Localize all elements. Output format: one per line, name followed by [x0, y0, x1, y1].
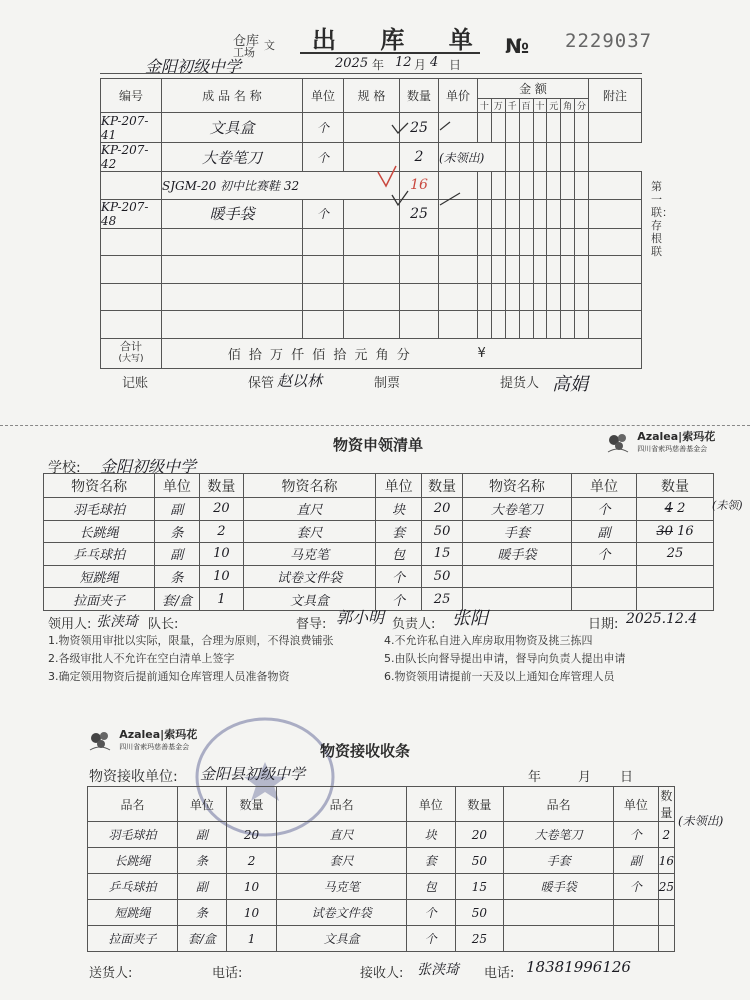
- cell: 50: [422, 520, 463, 543]
- cell: [572, 565, 637, 588]
- cell: 直尺: [244, 498, 376, 521]
- cell: [614, 926, 659, 952]
- col-header: 数量: [199, 474, 243, 498]
- cell: 个: [614, 874, 659, 900]
- month-label: 月: [414, 58, 427, 72]
- cell: 10: [226, 874, 277, 900]
- table-row: [44, 543, 714, 566]
- cell: 20: [226, 822, 277, 848]
- cell: 16: [658, 848, 674, 874]
- cell: 条: [155, 565, 200, 588]
- cell: 25: [637, 543, 714, 566]
- col-header: 单位: [375, 474, 421, 498]
- total-label-1: 合计: [120, 340, 142, 354]
- cell: 直尺: [277, 822, 407, 848]
- struck-qty: 30: [656, 523, 673, 539]
- cell: [637, 565, 714, 588]
- col-code: 编号: [101, 79, 162, 113]
- rule-5: 5.由队长向督导提出申请，督导向负责人提出申请: [384, 652, 626, 665]
- receiver-phone: 18381996126: [526, 958, 631, 976]
- year-label: 年: [372, 58, 385, 72]
- col-header: 单位: [178, 787, 227, 822]
- cell: 块: [406, 822, 455, 848]
- maker-label: 制票: [374, 376, 401, 391]
- cell: 手套: [462, 520, 571, 543]
- logo-sub-text: 四川省索玛慈善基金会: [637, 445, 708, 453]
- digit-header: 十: [533, 99, 547, 113]
- item-name: 文具盒: [162, 113, 303, 142]
- item-qty: 25: [400, 199, 439, 228]
- supervisor-label: 督导:: [296, 617, 327, 632]
- cell: 个: [614, 822, 659, 848]
- col-header: 物资名称: [244, 474, 376, 498]
- sender-label: 送货人:: [89, 966, 133, 981]
- not-claimed-note-2: (未领出): [678, 814, 724, 828]
- date-month: 12: [395, 55, 412, 70]
- logo-brand-text: Azalea|索玛花: [637, 430, 716, 443]
- cell: 文具盒: [277, 926, 407, 952]
- receiver-label: 接收人:: [360, 966, 404, 981]
- cell: 羽毛球拍: [44, 498, 155, 521]
- col-note: 附注: [589, 79, 642, 113]
- cell: 10: [199, 543, 243, 566]
- col-header: 单位: [614, 787, 659, 822]
- cell: 个: [406, 900, 455, 926]
- cell: 套尺: [277, 848, 407, 874]
- item-code: KP-207-48: [101, 199, 162, 228]
- logo-brand-text: Azalea|索玛花: [119, 728, 198, 741]
- requisition-title: 物资申领清单: [333, 436, 424, 454]
- cell: [637, 498, 714, 521]
- cell: 个: [572, 498, 637, 521]
- struck-qty: 4: [664, 501, 673, 517]
- pickup-label: 提货人: [500, 376, 540, 391]
- receipt-day-label: 日: [620, 770, 634, 785]
- cell: 个: [375, 588, 421, 611]
- digit-header: 千: [505, 99, 519, 113]
- table-row: [88, 926, 675, 952]
- col-header: 单位: [155, 474, 200, 498]
- total-units: 佰 拾 万 仟 佰 拾 元 角 分: [162, 338, 478, 369]
- azalea-flower-icon: [86, 728, 116, 754]
- table-row: [44, 565, 714, 588]
- azalea-flower-icon: [604, 430, 634, 456]
- cell: 25: [658, 874, 674, 900]
- cell: 副: [178, 874, 227, 900]
- cell: [504, 900, 614, 926]
- digit-header: 十: [478, 99, 492, 113]
- cell: [637, 520, 714, 543]
- check-marks-overlay: [0, 0, 750, 410]
- cell: [658, 900, 674, 926]
- col-header: 单位: [572, 474, 637, 498]
- qty-value: 16: [677, 523, 694, 539]
- item-name: 大卷笔刀: [162, 142, 303, 171]
- col-name: 成 品 名 称: [162, 79, 303, 113]
- keeper-label: 保管: [248, 376, 275, 391]
- col-header: 物资名称: [462, 474, 571, 498]
- cell: 个: [375, 565, 421, 588]
- applicant-signature: 张浃琦: [96, 614, 138, 630]
- receipt-title: 物资接收收条: [320, 742, 411, 760]
- total-label-2: (大写): [118, 354, 144, 365]
- col-header: 品名: [504, 787, 614, 822]
- cell: 套: [375, 520, 421, 543]
- cell: 副: [614, 848, 659, 874]
- cell: 套/盒: [155, 588, 200, 611]
- cell: 50: [422, 565, 463, 588]
- header-wen-label: 文: [264, 39, 275, 52]
- cell: 拉面夹子: [88, 926, 178, 952]
- school-label: 学校:: [48, 460, 81, 476]
- cell: 包: [375, 543, 421, 566]
- cell: 手套: [504, 848, 614, 874]
- logo-sub-text: 四川省索玛慈善基金会: [119, 743, 190, 751]
- cell: 包: [406, 874, 455, 900]
- cell: 个: [572, 543, 637, 566]
- col-unit: 单位: [303, 79, 344, 113]
- table-row: [88, 822, 675, 848]
- keeper-signature: 赵以林: [277, 372, 323, 390]
- item-unit: 个: [303, 113, 344, 142]
- copy-side-label: 第一联：存根联: [651, 180, 673, 258]
- cell: 拉面夹子: [44, 588, 155, 611]
- item-unit: 个: [303, 142, 344, 171]
- col-header: 物资名称: [44, 474, 155, 498]
- cell: 套尺: [244, 520, 376, 543]
- requisition-date: 2025.12.4: [626, 611, 698, 627]
- day-label: 日: [449, 58, 462, 72]
- cell: 马克笔: [244, 543, 376, 566]
- cell: 块: [375, 498, 421, 521]
- cell: 50: [455, 848, 504, 874]
- number-sign: №: [505, 34, 530, 58]
- cell: 条: [178, 900, 227, 926]
- cell: 马克笔: [277, 874, 407, 900]
- item-qty: 25: [400, 113, 439, 142]
- rule-3: 3.确定领用物资后提前通知仓库管理人员准备物资: [48, 670, 290, 683]
- cell: 10: [226, 900, 277, 926]
- cell: 文具盒: [244, 588, 376, 611]
- item-code: KP-207-41: [101, 113, 162, 142]
- cell: 1: [226, 926, 277, 952]
- header-warehouse-label: 仓库: [233, 34, 260, 49]
- item-name: SJGM-20 初中比赛鞋 32: [162, 172, 400, 199]
- cell: 25: [455, 926, 504, 952]
- receiving-unit-label: 物资接收单位:: [89, 769, 178, 785]
- school-handwritten: 金阳初级中学: [100, 457, 197, 476]
- table-row: [44, 520, 714, 543]
- cell: 羽毛球拍: [88, 822, 178, 848]
- cell: [572, 588, 637, 611]
- captain-label: 队长:: [148, 617, 179, 632]
- col-amount: 金 额: [478, 79, 589, 99]
- cell: 副: [178, 822, 227, 848]
- table-row: [44, 498, 714, 521]
- item-name: 暖手袋: [162, 199, 303, 228]
- yen-sign: ¥: [478, 338, 642, 369]
- cell: 20: [455, 822, 504, 848]
- digit-header: 元: [547, 99, 561, 113]
- cell: 乒乓球拍: [44, 543, 155, 566]
- cell: 15: [422, 543, 463, 566]
- cell: 条: [155, 520, 200, 543]
- cell: 套/盒: [178, 926, 227, 952]
- table-row: [88, 848, 675, 874]
- item-qty: 16: [400, 172, 439, 199]
- company-handwritten: 金阳初级中学: [145, 57, 242, 76]
- receipt-month-label: 月: [578, 770, 592, 785]
- cell: 1: [199, 588, 243, 611]
- cell: 长跳绳: [88, 848, 178, 874]
- receiver-phone-label: 电话:: [484, 966, 515, 981]
- brand-logo: [604, 430, 715, 456]
- col-header: 数量: [455, 787, 504, 822]
- slip-title: 出 库 单: [312, 26, 491, 54]
- cell: 2: [199, 520, 243, 543]
- pickup-signature: 高娟: [552, 374, 588, 395]
- date-year: 2025: [335, 56, 369, 71]
- sender-phone-label: 电话:: [212, 966, 243, 981]
- item-code: KP-207-42: [101, 142, 162, 171]
- cell: 试卷文件袋: [244, 565, 376, 588]
- requisition-table: [43, 473, 714, 611]
- date-label: 日期:: [588, 617, 619, 632]
- cell: 条: [178, 848, 227, 874]
- digit-header: 百: [519, 99, 533, 113]
- col-header: 数量: [422, 474, 463, 498]
- cell: [504, 926, 614, 952]
- cell: 25: [422, 588, 463, 611]
- receipt-year-label: 年: [528, 770, 542, 785]
- receipt-table: [87, 786, 675, 952]
- cell: [614, 900, 659, 926]
- cell: 个: [406, 926, 455, 952]
- serial-number: 2229037: [565, 30, 653, 52]
- cell: 大卷笔刀: [462, 498, 571, 521]
- leader-label: 负责人:: [392, 617, 436, 632]
- cell: 20: [422, 498, 463, 521]
- not-claimed-note: (未领): [712, 499, 743, 512]
- applicant-label: 领用人:: [48, 617, 92, 632]
- col-header: 品名: [277, 787, 407, 822]
- cell: 副: [155, 543, 200, 566]
- rule-4: 4.不允许私自进入库房取用物资及挑三拣四: [384, 634, 593, 647]
- cell: 大卷笔刀: [504, 822, 614, 848]
- item-qty: 2: [400, 142, 439, 171]
- cell: 2: [658, 822, 674, 848]
- digit-header: 角: [561, 99, 575, 113]
- rule-1: 1.物资领用审批以实际，限量，合理为原则，不得浪费铺张: [48, 634, 334, 647]
- tear-line: [0, 425, 750, 426]
- supervisor-signature: 郭小明: [336, 608, 385, 627]
- table-row: [88, 874, 675, 900]
- qty-value: 2: [677, 501, 686, 517]
- digit-header: 分: [575, 99, 589, 113]
- cell: 15: [455, 874, 504, 900]
- rule-6: 6.物资领用请提前一天及以上通知仓库管理人员: [384, 670, 615, 683]
- cell: 暖手袋: [504, 874, 614, 900]
- cell: [462, 565, 571, 588]
- cell: 长跳绳: [44, 520, 155, 543]
- col-qty: 数量: [400, 79, 439, 113]
- col-header: 单位: [406, 787, 455, 822]
- cell: 副: [572, 520, 637, 543]
- cell: [637, 588, 714, 611]
- item-unit: 个: [303, 199, 344, 228]
- col-header: 数量: [226, 787, 277, 822]
- cell: 20: [199, 498, 243, 521]
- cell: [658, 926, 674, 952]
- cell: 暖手袋: [462, 543, 571, 566]
- cell: 套: [406, 848, 455, 874]
- bookkeeping-label: 记账: [122, 376, 149, 391]
- header-factory-label: 工场: [233, 46, 255, 59]
- cell: 乒乓球拍: [88, 874, 178, 900]
- cell: 短跳绳: [88, 900, 178, 926]
- cell: 试卷文件袋: [277, 900, 407, 926]
- cell: 2: [226, 848, 277, 874]
- digit-header: 万: [491, 99, 505, 113]
- col-header: 数量: [658, 787, 674, 822]
- table-row: [88, 900, 675, 926]
- brand-logo-2: [86, 728, 197, 754]
- item-note: (未领出): [439, 142, 506, 171]
- col-spec: 规 格: [344, 79, 400, 113]
- leader-signature: 张阳: [452, 608, 488, 629]
- rule-2: 2.各级审批人不允许在空白清单上签字: [48, 652, 235, 665]
- cell: 50: [455, 900, 504, 926]
- receiving-unit-handwritten: 金阳县初级中学: [200, 765, 306, 783]
- col-header: 品名: [88, 787, 178, 822]
- date-day: 4: [430, 55, 439, 70]
- cell: 短跳绳: [44, 565, 155, 588]
- cell: 10: [199, 565, 243, 588]
- col-header: 数量: [637, 474, 714, 498]
- cell: 副: [155, 498, 200, 521]
- col-price: 单价: [439, 79, 478, 113]
- receiver-signature: 张浃琦: [417, 962, 459, 978]
